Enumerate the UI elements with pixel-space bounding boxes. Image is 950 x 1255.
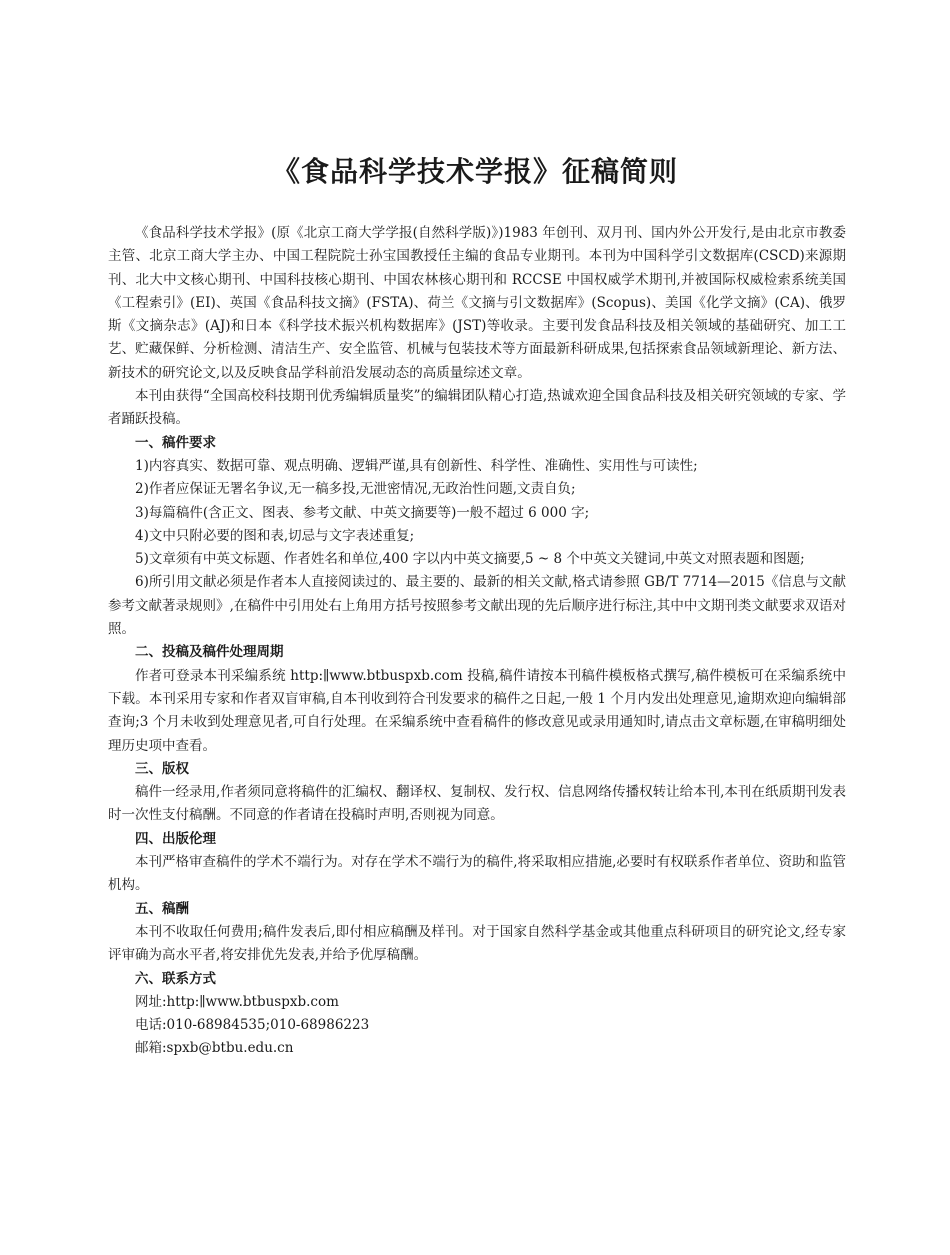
- ethics-paragraph: 本刊严格审查稿件的学术不端行为。对存在学术不端行为的稿件,将采取相应措施,必要时有权联系作者单位、资助和监管机构。: [108, 854, 846, 894]
- section-heading-copyright: 三、版权: [135, 760, 189, 777]
- page-title: 《食品科学技术学报》征稿简则: [271, 155, 678, 188]
- requirement-item: 2)作者应保证无署名争议,无一稿多投,无泄密情况,无政治性问题,文责自负;: [135, 481, 576, 498]
- requirement-item: 6)所引用文献必须是作者本人直接阅读过的、最主要的、最新的相关文献,格式请参照 GB/T 7714—2015《信息与文献 参考文献著录规则》,在稿件中引用处右上角用方括号按照参考文献出现的先后顺序进行标注,其中中文期刊类文献要求双语对照。: [108, 574, 846, 638]
- article-body: [108, 222, 846, 1061]
- section-heading-submission: 二、投稿及稿件处理周期: [135, 644, 284, 661]
- section-heading-contact: 六、联系方式: [135, 970, 216, 987]
- contact-phone: 电话:010-68984535;010-68986223: [135, 1017, 370, 1034]
- contact-email: 邮箱:spxb@btbu.edu.cn: [135, 1040, 294, 1057]
- intro-paragraph: 《食品科学技术学报》(原《北京工商大学学报(自然科学版)》)1983 年创刊、双月刊、国内外公开发行,是由北京市教委主管、北京工商大学主办、中国工程院院士孙宝国教授任主编的食品专业期刊。本刊为中国科学引文数据库(CSCD)来源期刊、北大中文核心期刊、中国科技核心期刊、中国农林核心期刊和 RCCSE 中国权威学术期刊,并被国际权威检索系统美国《工程索引》(EI)、英国《食品科技文摘》(FSTA)、荷兰《文摘与引文数据库》(Scopus)、美国《化学文摘》(CA)、俄罗斯《文摘杂志》(AJ)和日本《科学技术振兴机构数据库》(JST)等收录。主要刊发食品科技及相关领域的基础研究、加工工艺、贮藏保鲜、分析检测、清洁生产、安全监管、机械与包装技术等方面最新科研成果,包括探索食品领域新理论、新方法、新技术的研究论文,以及反映食品学科前沿发展动态的高质量综述文章。: [108, 225, 846, 381]
- copyright-paragraph: 稿件一经录用,作者须同意将稿件的汇编权、翻译权、复制权、发行权、信息网络传播权转让给本刊,本刊在纸质期刊发表时一次性支付稿酬。不同意的作者请在投稿时声明,否则视为同意。: [108, 784, 846, 824]
- remuneration-paragraph: 本刊不收取任何费用;稿件发表后,即付相应稿酬及样刊。对于国家自然科学基金或其他重点科研项目的研究论文,经专家评审确为高水平者,将安排优先发表,并给予优厚稿酬。: [108, 923, 846, 964]
- section-heading-remuneration: 五、稿酬: [135, 900, 189, 917]
- intro-paragraph: 本刊由获得“全国高校科技期刊优秀编辑质量奖”的编辑团队精心打造,热诚欢迎全国食品科技及相关研究领域的专家、学者踊跃投稿。: [108, 388, 846, 428]
- contact-website: 网址:http:∥www.btbuspxb.com: [135, 993, 339, 1010]
- requirement-item: 3)每篇稿件(含正文、图表、参考文献、中英文摘要等)一般不超过 6 000 字;: [135, 504, 590, 521]
- submission-paragraph: 作者可登录本刊采编系统 http:∥www.btbuspxb.com 投稿,稿件请按本刊稿件模板格式撰写,稿件模板可在采编系统中下载。本刊采用专家和作者双盲审稿,自本刊收到符合刊发要求的稿件之日起,一般 1 个月内发出处理意见,逾期欢迎向编辑部查询;3 个月未收到处理意见者,可自行处理。在采编系统中查看稿件的修改意见或录用通知时,请点击文章标题,在审稿明细处理历史项中查看。: [108, 667, 846, 754]
- requirement-item: 5)文章须有中英文标题、作者姓名和单位,400 字以内中英文摘要,5 ~ 8 个中英文关键词,中英文对照表题和图题;: [135, 551, 805, 568]
- section-heading-ethics: 四、出版伦理: [135, 830, 216, 847]
- requirement-item: 4)文中只附必要的图和表,切忌与文字表述重复;: [135, 527, 415, 544]
- section-heading-requirements: 一、稿件要求: [135, 434, 216, 451]
- requirement-item: 1)内容真实、数据可靠、观点明确、逻辑严谨,具有创新性、科学性、准确性、实用性与可读性;: [135, 457, 698, 474]
